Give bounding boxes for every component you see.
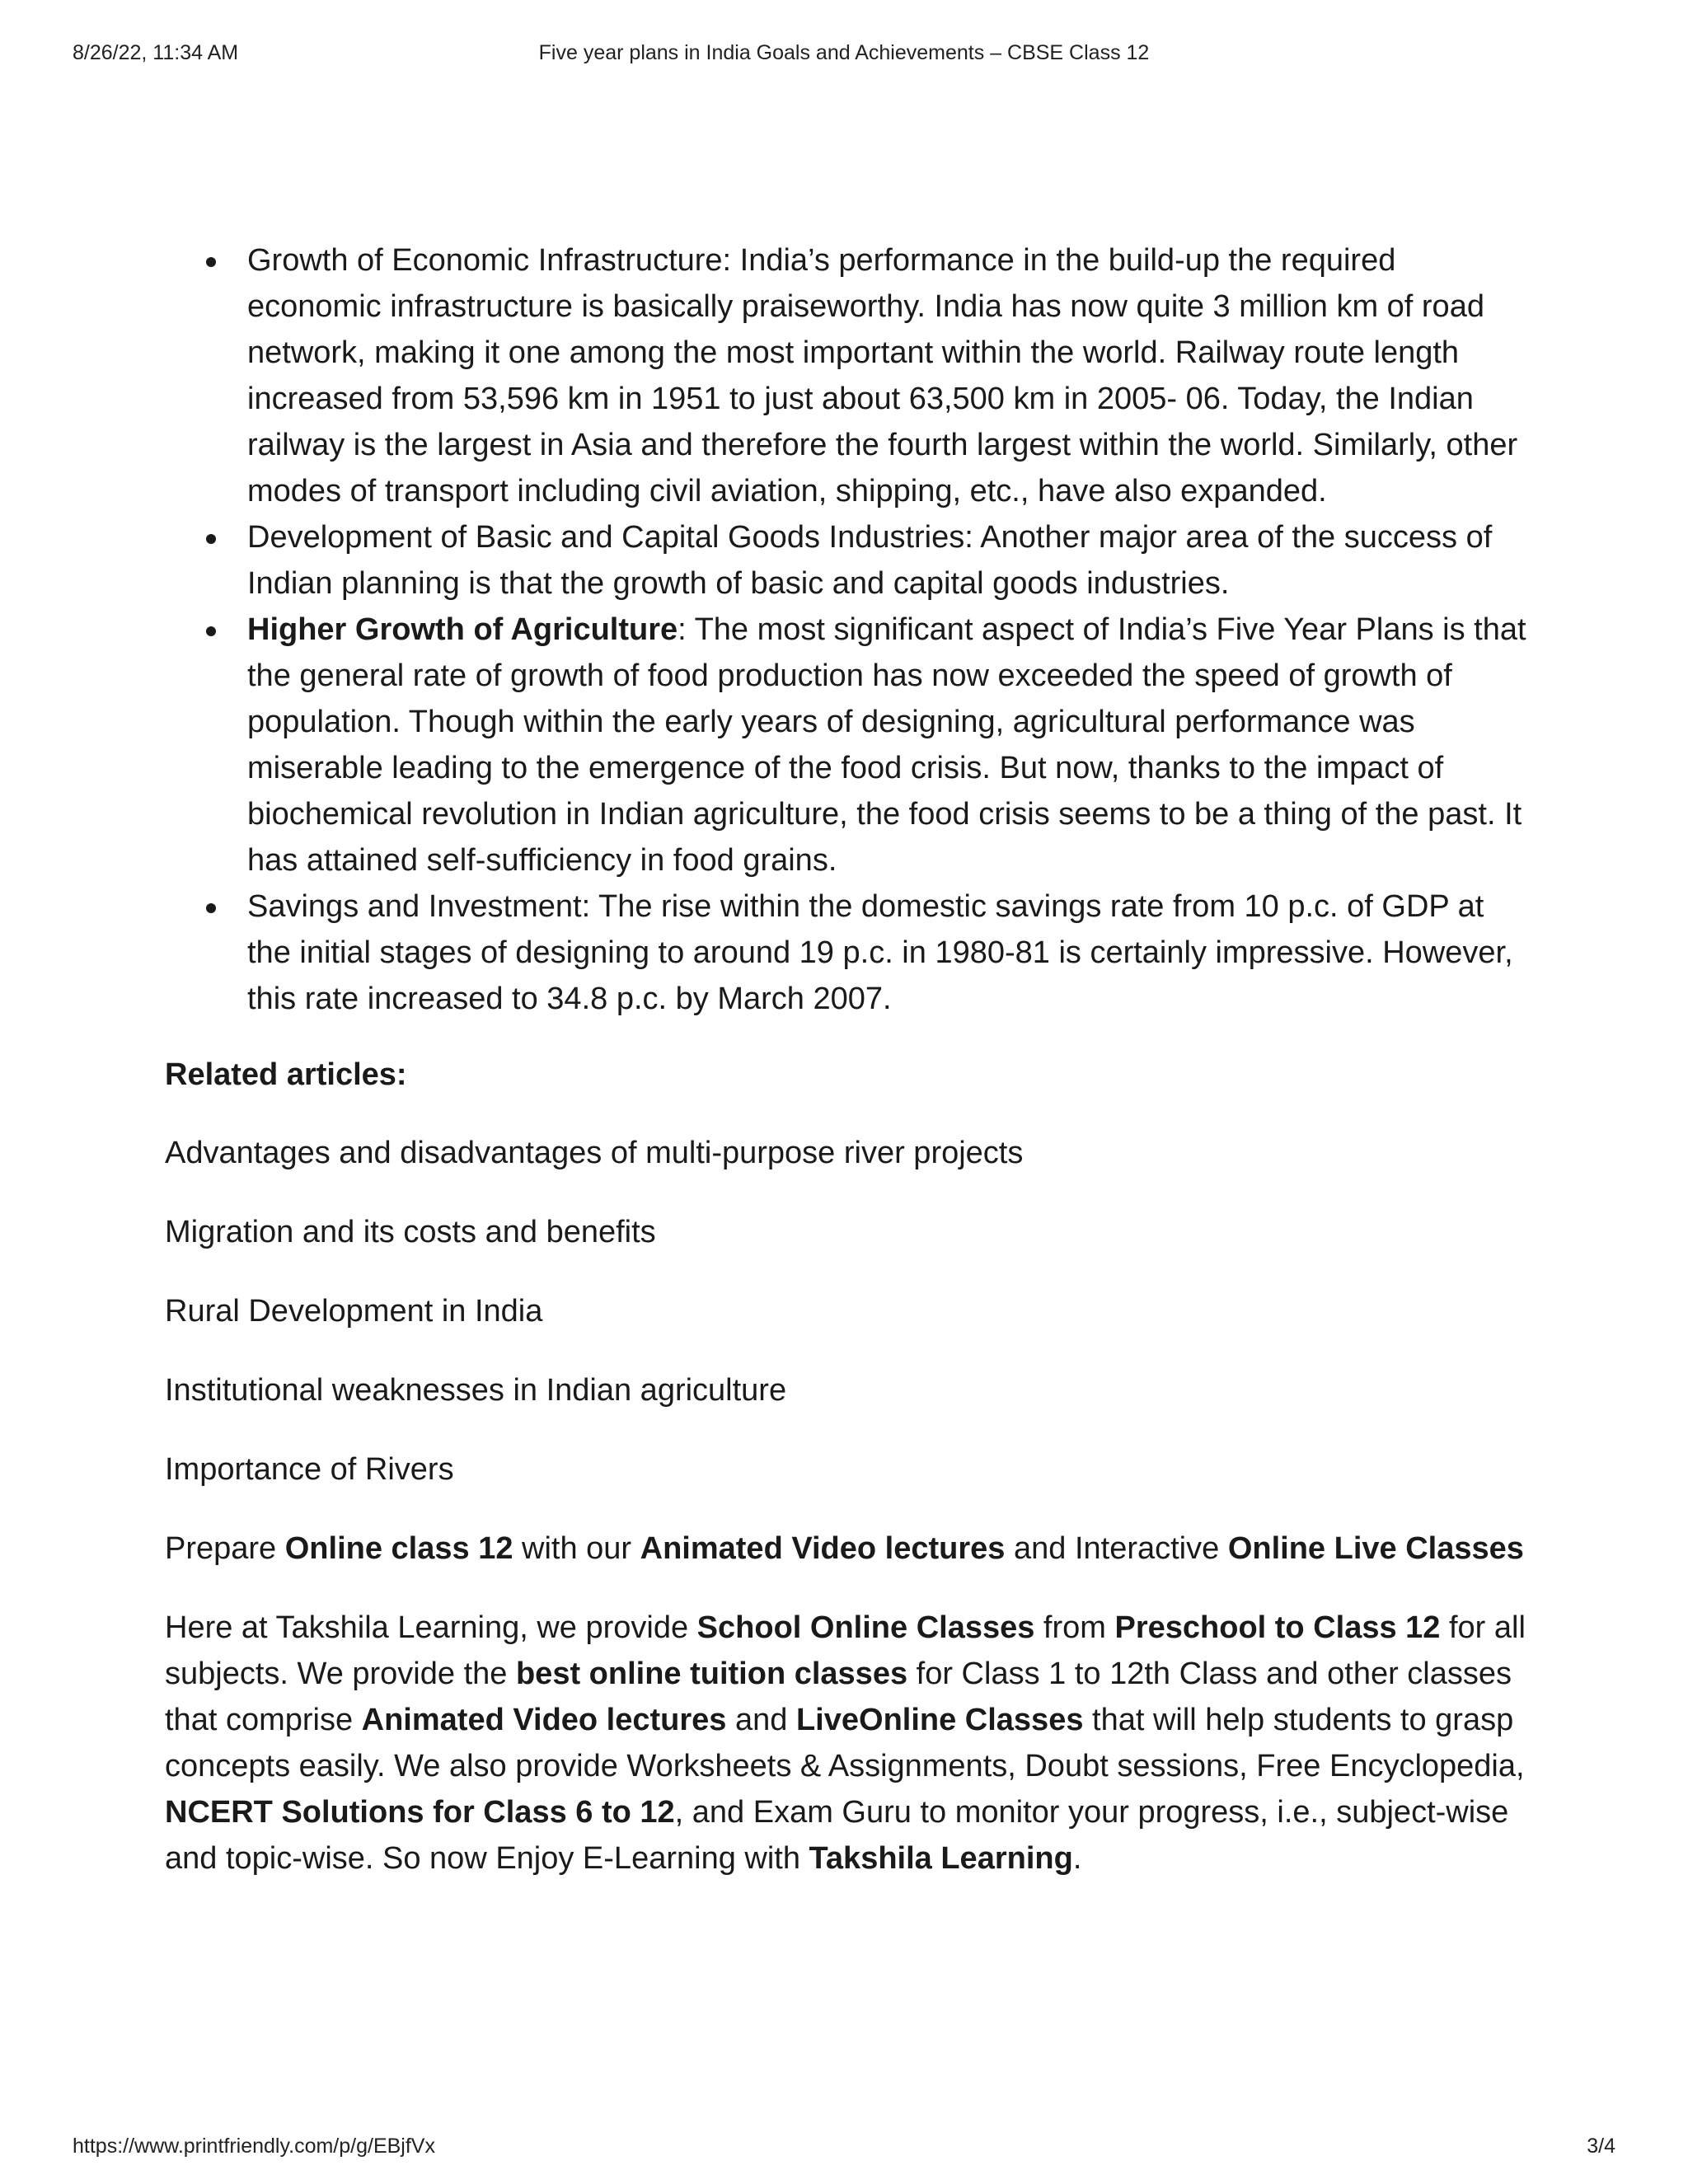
achievements-list — [165, 237, 1533, 1022]
print-timestamp: 8/26/22, 11:34 AM — [73, 41, 239, 64]
promo-bold-link[interactable]: Online Live Classes — [1227, 1531, 1524, 1566]
promo-bold-link[interactable]: LiveOnline Classes — [795, 1703, 1084, 1737]
promo-bold-link[interactable]: Animated Video lectures — [361, 1703, 727, 1737]
promo-bold-link[interactable]: best online tuition classes — [515, 1657, 908, 1691]
promo-text: for Class 1 to 12th Class and other classes that comprise — [165, 1657, 1512, 1737]
related-article-link[interactable]: Institutional weaknesses in Indian agriculture — [165, 1373, 787, 1408]
promo-text: for all subjects. We provide the — [165, 1610, 1526, 1691]
promo-text: and — [726, 1703, 796, 1737]
print-page-title: Five year plans in India Goals and Achievements – CBSE Class 12 — [538, 41, 1150, 64]
promo-text: , and Exam Guru to monitor your progress, i.e., subject-wise and topic-wise. So now Enjoy E-Learning with — [165, 1795, 1509, 1876]
promo-text: . — [1072, 1841, 1082, 1876]
print-footer — [0, 2135, 1688, 2161]
promo-bold-link[interactable]: Animated Video lectures — [640, 1531, 1006, 1566]
related-article-link[interactable]: Migration and its costs and benefits — [165, 1215, 656, 1249]
list-item-text: : The most significant aspect of India’s Five Year Plans is that the general rate of growth of food production has now exceeded the speed of growth of population. Though within the early years of designing, agricultural performance was miserable leading to the emergence of the food crisis. But now, thanks to the impact of biochemical revolution in Indian agriculture, the food crisis seems to be a thing of the past. It has attained self-sufficiency in food grains. — [247, 612, 1526, 878]
print-url: https://www.printfriendly.com/p/g/EBjfVx — [73, 2135, 435, 2158]
print-page-number: 3/4 — [1587, 2135, 1615, 2158]
promo-paragraph-online-class — [165, 1526, 1533, 1572]
promo-bold-link[interactable]: NCERT Solutions for Class 6 to 12 — [165, 1795, 675, 1830]
list-item-text: Growth of Economic Infrastructure: India’s performance in the build-up the required economic infrastructure is basically praiseworthy. India has now quite 3 million km of road network, making it one among the most important within the world. Railway route length increased from 53,596 km in 1951 to just about 63,500 km in 2005- 06. Today, the Indian railway is the largest in Asia and therefore the fourth largest within the world. Similarly, other modes of transport including civil aviation, shipping, etc., have also expanded. — [247, 243, 1518, 509]
list-item-lead: Higher Growth of Agriculture — [247, 612, 678, 647]
list-item — [247, 883, 1533, 1022]
print-header — [0, 41, 1688, 68]
article-content — [165, 237, 1533, 1882]
promo-bold-link[interactable]: School Online Classes — [696, 1610, 1035, 1645]
promo-text: that will help students to grasp concepts easily. We also provide Worksheets & Assignments, Doubt sessions, Free Encyclopedia, — [165, 1703, 1525, 1783]
promo-text: and Interactive — [1005, 1531, 1228, 1566]
related-article-link[interactable]: Advantages and disadvantages of multi-purpose river projects — [165, 1136, 1024, 1170]
bullet-icon — [206, 903, 216, 913]
list-item — [247, 607, 1533, 883]
related-article-link[interactable]: Rural Development in India — [165, 1294, 543, 1329]
promo-bold-link[interactable]: Takshila Learning — [809, 1841, 1073, 1876]
related-articles-heading: Related articles: — [165, 1057, 407, 1092]
promo-text: Here at Takshila Learning, we provide — [165, 1610, 697, 1645]
promo-bold-link[interactable]: Online class 12 — [284, 1531, 513, 1566]
list-item-text: Savings and Investment: The rise within the domestic savings rate from 10 p.c. of GDP at the initial stages of designing to around 19 p.c. in 1980-81 is certainly impressive. However, this rate increased to 34.8 p.c. by March 2007. — [247, 889, 1513, 1016]
promo-bold-link[interactable]: Preschool to Class 12 — [1114, 1610, 1441, 1645]
promo-text: Prepare — [165, 1531, 285, 1566]
promo-paragraph-takshila — [165, 1605, 1533, 1882]
related-articles-list — [165, 1130, 1533, 1493]
list-item — [247, 514, 1533, 607]
bullet-icon — [206, 534, 216, 544]
list-item-text: Development of Basic and Capital Goods Industries: Another major area of the success of Indian planning is that the growth of basic and capital goods industries. — [247, 520, 1493, 601]
bullet-icon — [206, 626, 216, 636]
list-item — [247, 237, 1533, 514]
promo-text: with our — [513, 1531, 640, 1566]
promo-text: from — [1034, 1610, 1115, 1645]
related-article-link[interactable]: Importance of Rivers — [165, 1452, 454, 1487]
bullet-icon — [206, 257, 216, 267]
